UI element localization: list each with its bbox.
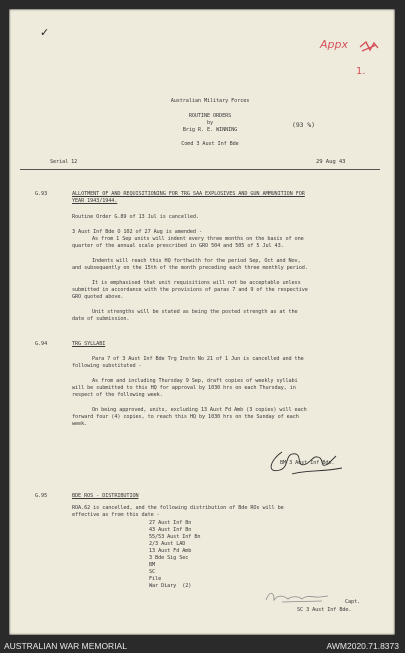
distribution-item: 27 Aust Inf Bn	[149, 520, 192, 526]
distribution-item: 55/53 Aust Inf Bn	[149, 534, 201, 540]
appendix-number: 1.	[356, 66, 366, 77]
g94-para-2: will be submitted to this HQ for approval by 1030 hrs on each Thursday, in	[72, 385, 296, 391]
header-rule	[20, 169, 380, 170]
commander-name: Brig R. E. WINNING	[182, 127, 238, 133]
g94-para-2: As from and including Thursday 9 Sep, draft copies of weekly syllabi	[92, 378, 298, 384]
orders-title: ROUTINE ORDERS	[188, 113, 232, 119]
handwritten-signature-capt	[262, 588, 342, 606]
footer-accession: AWM2020.71.8373	[326, 641, 399, 651]
section-number-g93: G.93	[35, 191, 48, 197]
command-line: Comd 3 Aust Inf Bde	[181, 141, 239, 147]
g93-para-5: GRO quoted above.	[72, 294, 124, 300]
orders-by: by	[206, 120, 214, 126]
section-number-g94: G.94	[35, 341, 48, 347]
g94-para-1: following substituted -	[72, 363, 142, 369]
g93-para-6: date of submission.	[72, 316, 130, 322]
scribble-mark	[358, 40, 380, 54]
distribution-item: 3 Bde Sig Sec	[149, 555, 189, 561]
g93-para-4: and subsequently on the 15th of the month preceding each three monthly period.	[72, 265, 308, 271]
g95-signature-rank: Capt.	[345, 599, 361, 605]
section-number-g95: G.95	[35, 493, 48, 499]
distribution-item: 13 Aust Fd Amb	[149, 548, 192, 554]
g93-para-5: It is emphasised that unit requisitions will not be acceptable unless	[92, 280, 301, 286]
g93-para-1: Routine Order G.89 of 13 Jul is cancelled.	[72, 214, 199, 220]
org-heading: Australian Military Forces	[170, 98, 250, 104]
order-number: (93 %)	[292, 121, 315, 129]
footer-collection: AUSTRALIAN WAR MEMORIAL	[4, 641, 127, 651]
g94-para-1: Para 7 of 3 Aust Inf Bde Trg Instn No 21 of 1 Jun is cancelled and the	[92, 356, 304, 362]
appendix-annotation: Appx	[320, 38, 348, 51]
g94-para-3: week.	[72, 421, 88, 427]
g94-para-3: forward four (4) copies, to reach this HQ by 1030 hrs on the Sunday of each	[72, 414, 299, 420]
order-date: 29 Aug 43	[316, 159, 346, 165]
section-title-g94: TRG SYLLABI	[72, 341, 106, 347]
g95-para-1: effective as from this date -	[72, 512, 160, 518]
g94-signature-title: BM 3 Aust Inf Bde.	[280, 460, 335, 466]
footer-bar	[0, 637, 405, 653]
section-title-g93: ALLOTMENT OF AND REQUISITIONING FOR TRG SAA EXPLOSIVES AND GUN AMMUNITION FOR	[72, 191, 305, 197]
distribution-item: BM	[149, 562, 156, 568]
g95-para-1: ROA.62 is cancelled, and the following distribution of Bde ROs will be	[72, 505, 284, 511]
section-title-g95: BDE ROS - DISTRIBUTION	[72, 493, 139, 499]
distribution-item: War Diary (2)	[149, 583, 192, 589]
g93-para-4: Indents will reach this HQ forthwith for the period Sep, Oct and Nov,	[92, 258, 301, 264]
distribution-item: SC	[149, 569, 156, 575]
serial-number: Serial 12	[50, 159, 78, 165]
g93-para-2: 3 Aust Inf Bde O 102 of 27 Aug is amended -	[72, 229, 202, 235]
tick-mark: ✓	[40, 26, 50, 39]
g93-para-3: As from 1 Sep units will indent every three months on the basis of one	[92, 236, 304, 242]
g93-para-6: Unit strengths will be stated as being the posted strength as at the	[92, 309, 298, 315]
g93-para-5: submitted in accordance with the provisions of paras 7 and 9 of the respective	[72, 287, 308, 293]
section-title-g93-cont: YEAR 1943/1944.	[72, 198, 118, 204]
distribution-item: 43 Aust Inf Bn	[149, 527, 192, 533]
distribution-item: File	[149, 576, 162, 582]
g95-signature-title: SC 3 Aust Inf Bde.	[297, 607, 352, 613]
g94-para-2: respect of the following week.	[72, 392, 163, 398]
g93-para-3: quarter of the annual scale prescribed in GRO 504 and 505 of 5 Jul 43.	[72, 243, 284, 249]
distribution-item: 2/3 Aust LAD	[149, 541, 186, 547]
g94-para-3: On being approved, units, excluding 13 Aust Fd Amb (3 copies) will each	[92, 407, 307, 413]
